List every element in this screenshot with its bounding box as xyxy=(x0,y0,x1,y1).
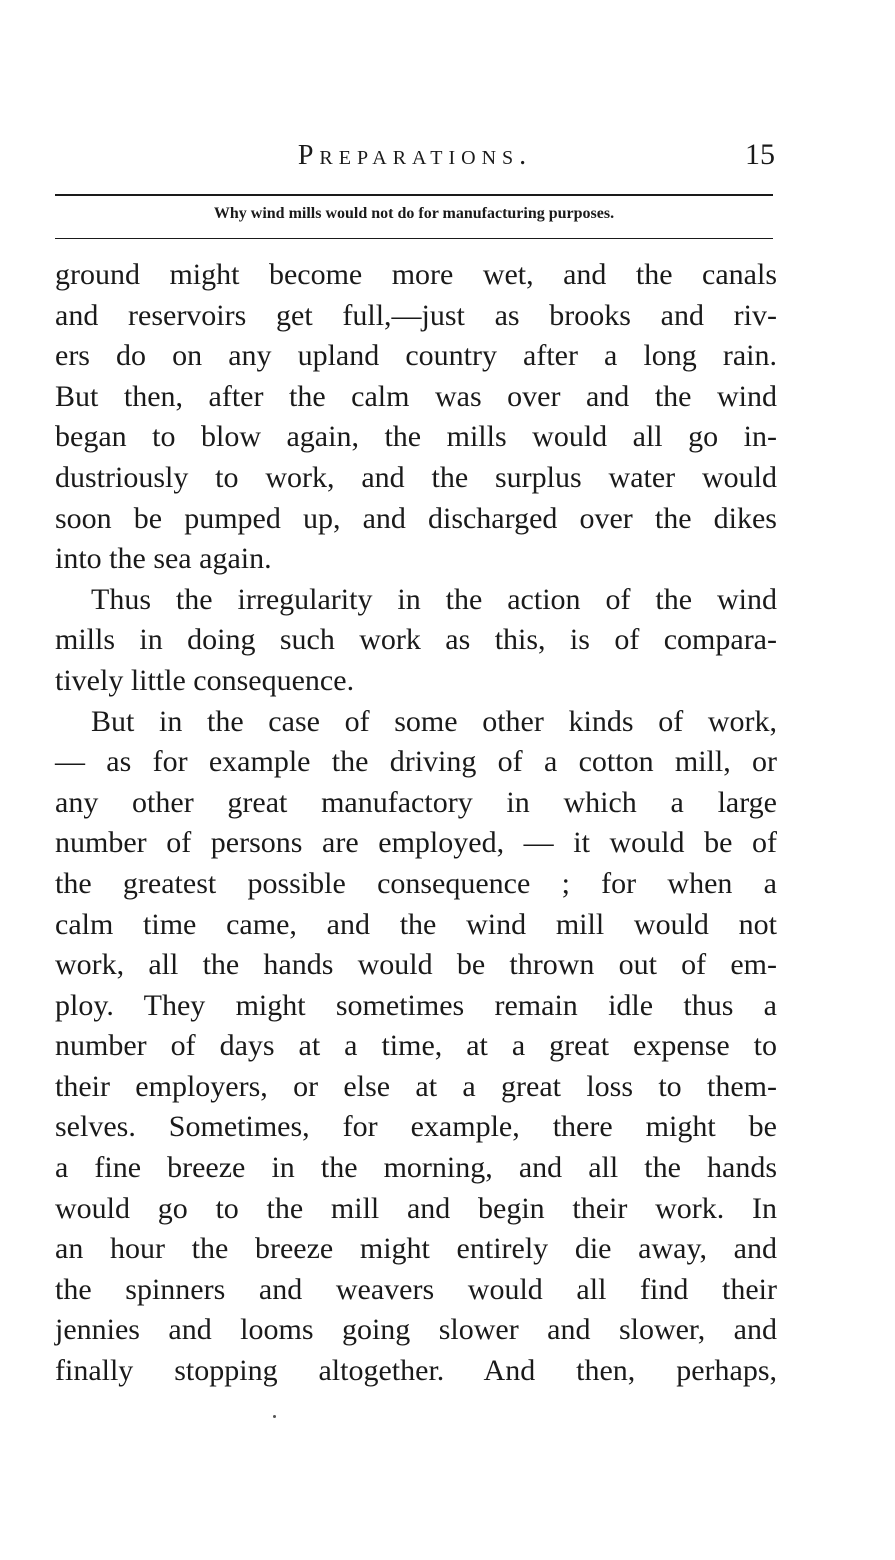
page-number: 15 xyxy=(745,138,775,171)
section-subheading: Why wind mills would not do for manufacturing purposes. xyxy=(213,205,615,222)
text-line: tively little consequence. xyxy=(55,663,355,697)
text-line: calm time came, and the wind mill would not xyxy=(55,907,777,941)
text-line: selves. Sometimes, for example, there might be xyxy=(55,1110,777,1144)
text-line: ground might become more wet, and the canals xyxy=(55,258,777,291)
text-line: ers do on any upland country after a long rain. xyxy=(55,339,777,373)
text-line: ploy. They might sometimes remain idle thus a xyxy=(55,988,777,1022)
text-line: a fine breeze in the morning, and all the hands xyxy=(55,1151,777,1185)
text-line: and reservoirs get full,—just as brooks and riv- xyxy=(55,298,777,332)
text-line: their employers, or else at a great loss to them- xyxy=(55,1069,777,1103)
text-line: the spinners and weavers would all find their xyxy=(55,1272,777,1306)
text-line: work, all the hands would be thrown out of em- xyxy=(55,948,777,982)
text-line: number of persons are employed, — it would be of xyxy=(55,826,777,860)
text-line: began to blow again, the mills would all go in- xyxy=(55,420,777,454)
text-line: would go to the mill and begin their work. In xyxy=(55,1191,777,1225)
text-line: dustriously to work, and the surplus water would xyxy=(55,460,777,494)
text-line: — as for example the driving of a cotton mill, or xyxy=(55,745,777,779)
text-line: any other great manufactory in which a large xyxy=(55,785,777,819)
page-title: Preparations. xyxy=(297,140,533,171)
header-rule-bottom xyxy=(55,238,773,239)
text-line: number of days at a time, at a great expense to xyxy=(55,1029,777,1063)
body-text xyxy=(55,255,777,1392)
header-rule-top xyxy=(55,194,773,196)
text-line: Thus the irregularity in the action of the wind xyxy=(91,582,777,616)
text-line: jennies and looms going slower and slower, and xyxy=(55,1313,777,1347)
text-line: mills in doing such work as this, is of compara- xyxy=(55,623,777,657)
running-head xyxy=(55,138,775,180)
text-line: into the sea again. xyxy=(55,542,272,576)
text-line: But in the case of some other kinds of work, xyxy=(91,704,777,738)
print-speck xyxy=(273,1415,276,1418)
text-line: finally stopping altogether. And then, perhaps, xyxy=(55,1354,777,1388)
text-line: the greatest possible consequence ; for when a xyxy=(55,866,777,900)
text-line: soon be pumped up, and discharged over the dikes xyxy=(55,501,777,535)
text-line: an hour the breeze might entirely die away, and xyxy=(55,1232,777,1266)
text-line: But then, after the calm was over and the wind xyxy=(55,379,777,413)
